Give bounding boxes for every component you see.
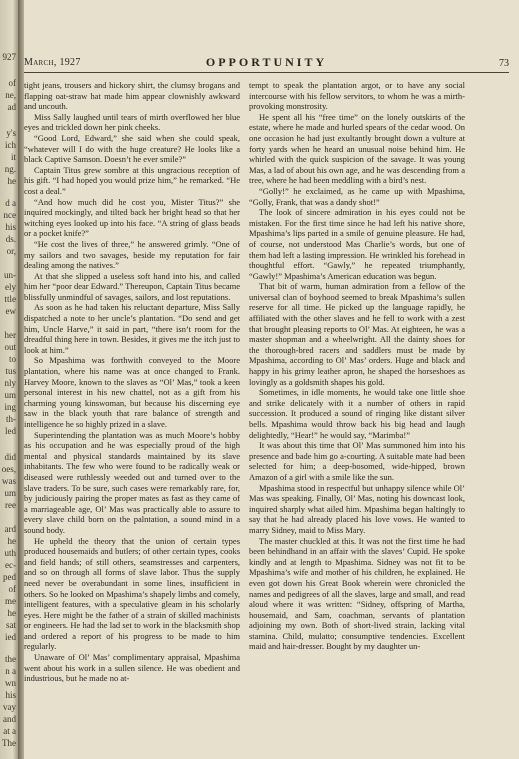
previous-page-fragment: ec- bbox=[5, 560, 16, 570]
paragraph: As soon as he had taken his reluctant departure, Miss Sally dispatched a note to her uncle’s plantation. “Do send and get him, Uncle Harve,” it said in part, “there isn’t room for the dreadful thing here in town. Besides, it gives me the itch just to look at him.” bbox=[24, 302, 240, 355]
paragraph: So Mpashima was forthwith conveyed to the Moore plantation, where his name was at once changed to Frank. Harvey Moore, known to the slaves as “Ol’ Mas,” took a keen personal interest in his new chattel, not as a gift from his charming young kinswoman, but because his discerning eye saw in the black youth that rare balance of strength and intelligence he so highly prized in a slave. bbox=[24, 355, 240, 429]
previous-page-fragment: it bbox=[10, 152, 16, 162]
previous-page-fragment: 927 bbox=[2, 52, 16, 62]
previous-page-fragment: ich bbox=[5, 140, 16, 150]
paragraph: Miss Sally laughed until tears of mirth overflowed her blue eyes and trickled down her pink cheeks. bbox=[24, 111, 240, 133]
previous-page-fragment: tus bbox=[5, 366, 16, 376]
header-title: OPPORTUNITY bbox=[205, 55, 328, 69]
previous-page-fragment: um bbox=[4, 390, 16, 400]
previous-page-fragment: ttle bbox=[4, 294, 16, 304]
previous-page-fragment: un- bbox=[4, 270, 16, 280]
previous-page-fragment: or, bbox=[6, 246, 16, 256]
previous-page-fragment: ree bbox=[5, 500, 16, 510]
previous-page-fragment: nly bbox=[4, 378, 16, 388]
previous-page-fragment: ied bbox=[5, 632, 16, 642]
paragraph: Superintending the plantation was as much Moore’s hobby as his occupation and he was especially proud of the high mental and physical standards maintained by its slave inhabitants. The few who were found to be radically weak or diseased were ruthlessly weeded out and turned over to the slave traders. To be sure, such cases were remarkably rare, for, by judiciously pairing the proper mates as fast as they came of a marriageable age, Ol’ Mas was practically able to assure to every slave child born on the palntation, a sound mind in a sound body. bbox=[24, 429, 240, 535]
previous-page-fragment: y's bbox=[6, 128, 16, 138]
running-header bbox=[24, 54, 509, 73]
paragraph: Captain Titus grew sombre at this ungracious reception of his gift. “I had hoped you would prize him,” he remarked. “He cost a deal.” bbox=[24, 164, 240, 196]
paragraph: “And how much did he cost you, Mister Titus?” she inquired mockingly, and tilted back her bright head so that her witching eyes looked up into his face. “A string of glass beads or a pocket knife?” bbox=[24, 196, 240, 239]
paragraph: The look of sincere admiration in his eyes could not be mistaken. For the first time since he had left his native shore, Mpashima’s lips parted in a smile of genuine pleasure. He had, of course, not understood Mas Charlie’s words, but one of them had left a lasting impression. He wrinkled his forehead in thoughtful effort. “Gawly,” he repeated triumphantly, “Gawly!” Mpashima’s American education was begun. bbox=[249, 207, 465, 281]
previous-page-fragment: ely bbox=[5, 282, 16, 292]
paragraph: tempt to speak the plantation argot, or to have any social intercourse with his fellow servitors, to whom he was a mirth-provoking monstrosity. bbox=[249, 80, 465, 112]
paragraph: He spent all his “free time” on the lonely outskirts of the estate, where he made and hurled spears of the cedar wood. On one occasion he had just exultantly brought down a vulture at forty yards when he heard an unusual noise behind him. He whirled with the quick suspicion of the savage. It was young Mas, a lad of about his own age, and he was descending from a tree, where he had been meddling with a bird’s nest. bbox=[249, 111, 465, 186]
previous-page-fragment: sat bbox=[6, 620, 16, 630]
previous-page-fragment: me bbox=[5, 596, 16, 606]
previous-page-fragment: ing bbox=[4, 402, 16, 412]
previous-page-fragment: th- bbox=[6, 414, 16, 424]
previous-page-fragment: the bbox=[5, 654, 16, 664]
paragraph: Sometimes, in idle moments, he would take one little shoe and strike delicately with it a number of others in rapid succession. It produced a sound of ringing like distant silver bells. Mpashima would throw back his big head and laugh delightedly, “Hear!” he would say, “Marimba!” bbox=[249, 387, 465, 440]
previous-page-fragment: n a bbox=[5, 666, 16, 676]
previous-page-fragment: ard bbox=[4, 524, 16, 534]
paragraph: “Good Lord, Edward,” she said when she could speak, “whatever will I do with the huge creature? He looks like a black Captive Samson. Doesn’t he ever smile?” bbox=[24, 132, 240, 165]
previous-page-fragment: ew bbox=[5, 306, 16, 316]
previous-page-fragment: he bbox=[7, 608, 16, 618]
left-column bbox=[24, 80, 240, 750]
previous-page-fragment: uth bbox=[4, 548, 16, 558]
page-number: 73 bbox=[499, 58, 509, 69]
paragraph: Unaware of Ol’ Mas’ complimentary appraisal, Mpashima went about his work in a sullen silence. He was obedient and industrious, but he made no at- bbox=[24, 652, 240, 684]
previous-page-fragment: out bbox=[4, 342, 16, 352]
paragraph: It was about this time that Ol’ Mas summoned him into his presence and bade him go a-courting. A suitable mate had been selected for him; a deep-bosomed, wide-hipped, brown Amazon of a girl with a smile like the sun. bbox=[249, 440, 465, 482]
paragraph: Mpashima stood in respectful but unhappy silence while Ol’ Mas was speaking. Finally, Ol’ Mas, noting his downcast look, inquired sharply what ailed him. Mpashima began haltingly to say that he had already placed his love vows. He wanted to marry Sidney, maid to Miss Mary. bbox=[249, 482, 465, 535]
previous-page-fragment: his bbox=[5, 222, 16, 232]
previous-page-fragment: vay bbox=[3, 702, 16, 712]
previous-page-fragment: ped bbox=[3, 572, 16, 582]
paragraph: The master chuckled at this. It was not the first time he had been behindhand in an affair with the slaves’ Cupid. He spoke kindly and at length to Mpashima. Sidney was not fit to be Mpashima’s wife and mother of his children, he explained. He even got down his Great Book wherein were chronicled the names and pedigrees of all the slaves, large and small, and read aloud where it was written: “Sidney, offspring of Martha, housemaid, and Sam, coachman, servants of plantation adjoining my own. Both of short-lived strain, lacking vital stamina. Child, mulatto; consumptive tendencies. Excellent maid and hair-dresser. Bought by my daughter un- bbox=[249, 535, 465, 652]
previous-page-fragment: oes, bbox=[1, 464, 16, 474]
paragraph: “He cost the lives of three,” he answered grimly. “One of my sailors and two savages, beside my reputation for fair dealing among the natives.” bbox=[24, 238, 240, 271]
previous-page-edge bbox=[0, 0, 18, 759]
previous-page-fragment: ds. bbox=[5, 234, 16, 244]
previous-page-fragment: ng. bbox=[4, 164, 16, 174]
paragraph: “Golly!” he exclaimed, as he came up with Mpashima, “Golly, Frank, that was a dandy shot!” bbox=[249, 185, 465, 207]
previous-page-fragment: was bbox=[2, 476, 16, 486]
paragraph: At that she slipped a useless soft hand into his, and called him her “poor dear Edward.” Thereupon, Captain Titus became blissfully unmindful of savages, sailors, and lost reputations. bbox=[24, 270, 240, 302]
previous-page-fragment: led bbox=[5, 426, 16, 436]
previous-page-fragment: he bbox=[7, 536, 16, 546]
previous-page-fragment: d a bbox=[5, 198, 16, 208]
previous-page-fragment: wn bbox=[5, 678, 16, 688]
previous-page-fragment: her bbox=[4, 330, 16, 340]
paragraph: That bit of warm, human admiration from a fellow of the universal clan of boyhood seemed to break Mpashima’s sullen reserve for all time. He picked up the language rapidly, he affiliated with the other slaves and he fell to work with a zest that brought pleasing reports to Ol’ Mas. At eighteen, he was a master shopman and a wheelwright. All the dainty shoes for the thorough-bred racers and saddlers must be made by Mpashima, according to Ol’ Mas’ orders. Huge and black and happy in his grimy leather apron, he shaped the horseshoes as lovingly as a goldsmith shapes his gold. bbox=[249, 281, 465, 387]
previous-page-fragment: ne, bbox=[5, 90, 16, 100]
previous-page-fragment: at a bbox=[3, 726, 16, 736]
previous-page-fragment: of bbox=[8, 584, 16, 594]
previous-page-fragment: ad bbox=[7, 102, 16, 112]
previous-page-fragment: The bbox=[2, 738, 16, 748]
previous-page-fragment: um bbox=[4, 488, 16, 498]
previous-page-fragment: did bbox=[4, 452, 16, 462]
previous-page-fragment: he bbox=[7, 176, 16, 186]
paragraph: tight jeans, trousers and hickory shirt, the clumsy brogans and flapping oat-straw hat made him appear clownishly awkward and uncouth. bbox=[24, 80, 240, 112]
previous-page-fragment: of bbox=[8, 78, 16, 88]
right-column bbox=[249, 80, 465, 750]
paragraph: He upheld the theory that the union of certain types produced housemaids and butlers; of other certain types, cooks and field hands; of still others, seamstresses and carpenters, and so on through all forms of slave labor. Thus the supply need never be overabundant in some lines, insufficient in others. So he looked on Mpashima’s shapely limbs and comely, intelligent features, with a speculative gleam in his scholarly eyes. Here might be the father of a strain of skilled machinists or engineers. He had the lad set to work in the blacksmith shop and ordered a report of his progress to be made to him regularly. bbox=[24, 535, 240, 652]
previous-page-fragment: his bbox=[5, 690, 16, 700]
previous-page-fragment: to bbox=[8, 354, 16, 364]
previous-page-fragment: nce bbox=[3, 210, 16, 220]
header-date: March, 1927 bbox=[24, 57, 81, 68]
previous-page-fragment: and bbox=[3, 714, 16, 724]
